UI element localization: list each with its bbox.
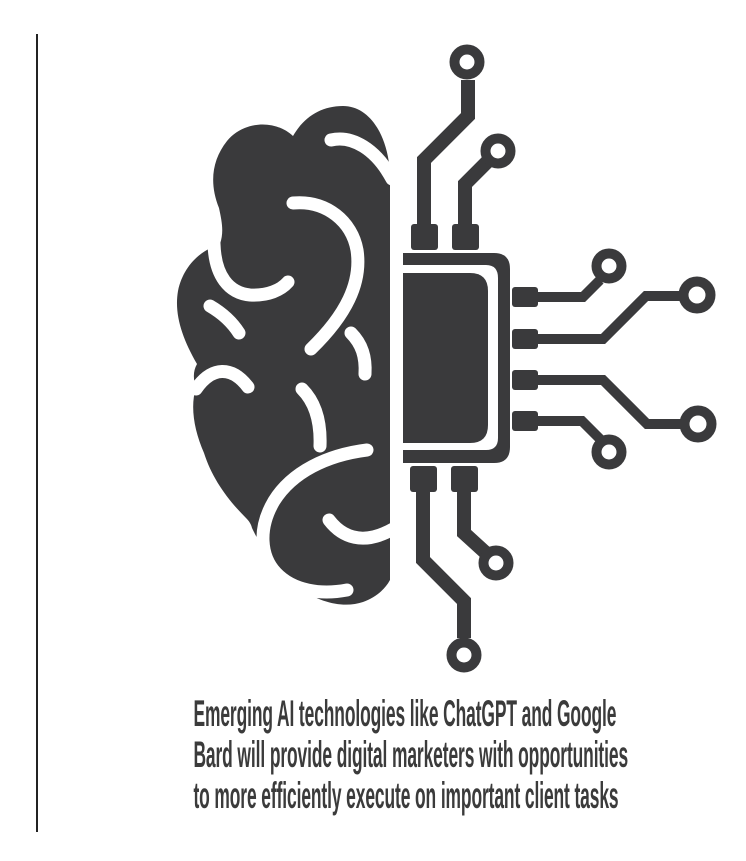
node-right-3 [685,411,712,438]
trace-right-4 [530,421,600,439]
node-bottom-1 [452,643,477,668]
chip [403,224,538,492]
figure-caption [193,693,629,816]
trace-right-1 [530,280,600,297]
node-right-1 [597,254,622,279]
chip-core [403,273,488,443]
trace-right-2 [530,296,680,339]
node-right-4 [597,440,622,465]
brain-left-half [177,106,393,605]
node-right-2 [684,282,711,309]
caption-line-3: to more efficiently execute on important client tasks [193,775,619,816]
node-top-1 [455,50,480,75]
caption-line-2: Bard will provide digital marketers with opportunities [193,734,629,775]
circuit-nodes [452,50,712,668]
node-bottom-2 [484,551,509,576]
node-top-2 [486,139,511,164]
caption-line-1: Emerging AI technologies like ChatGPT and Google [193,693,617,734]
